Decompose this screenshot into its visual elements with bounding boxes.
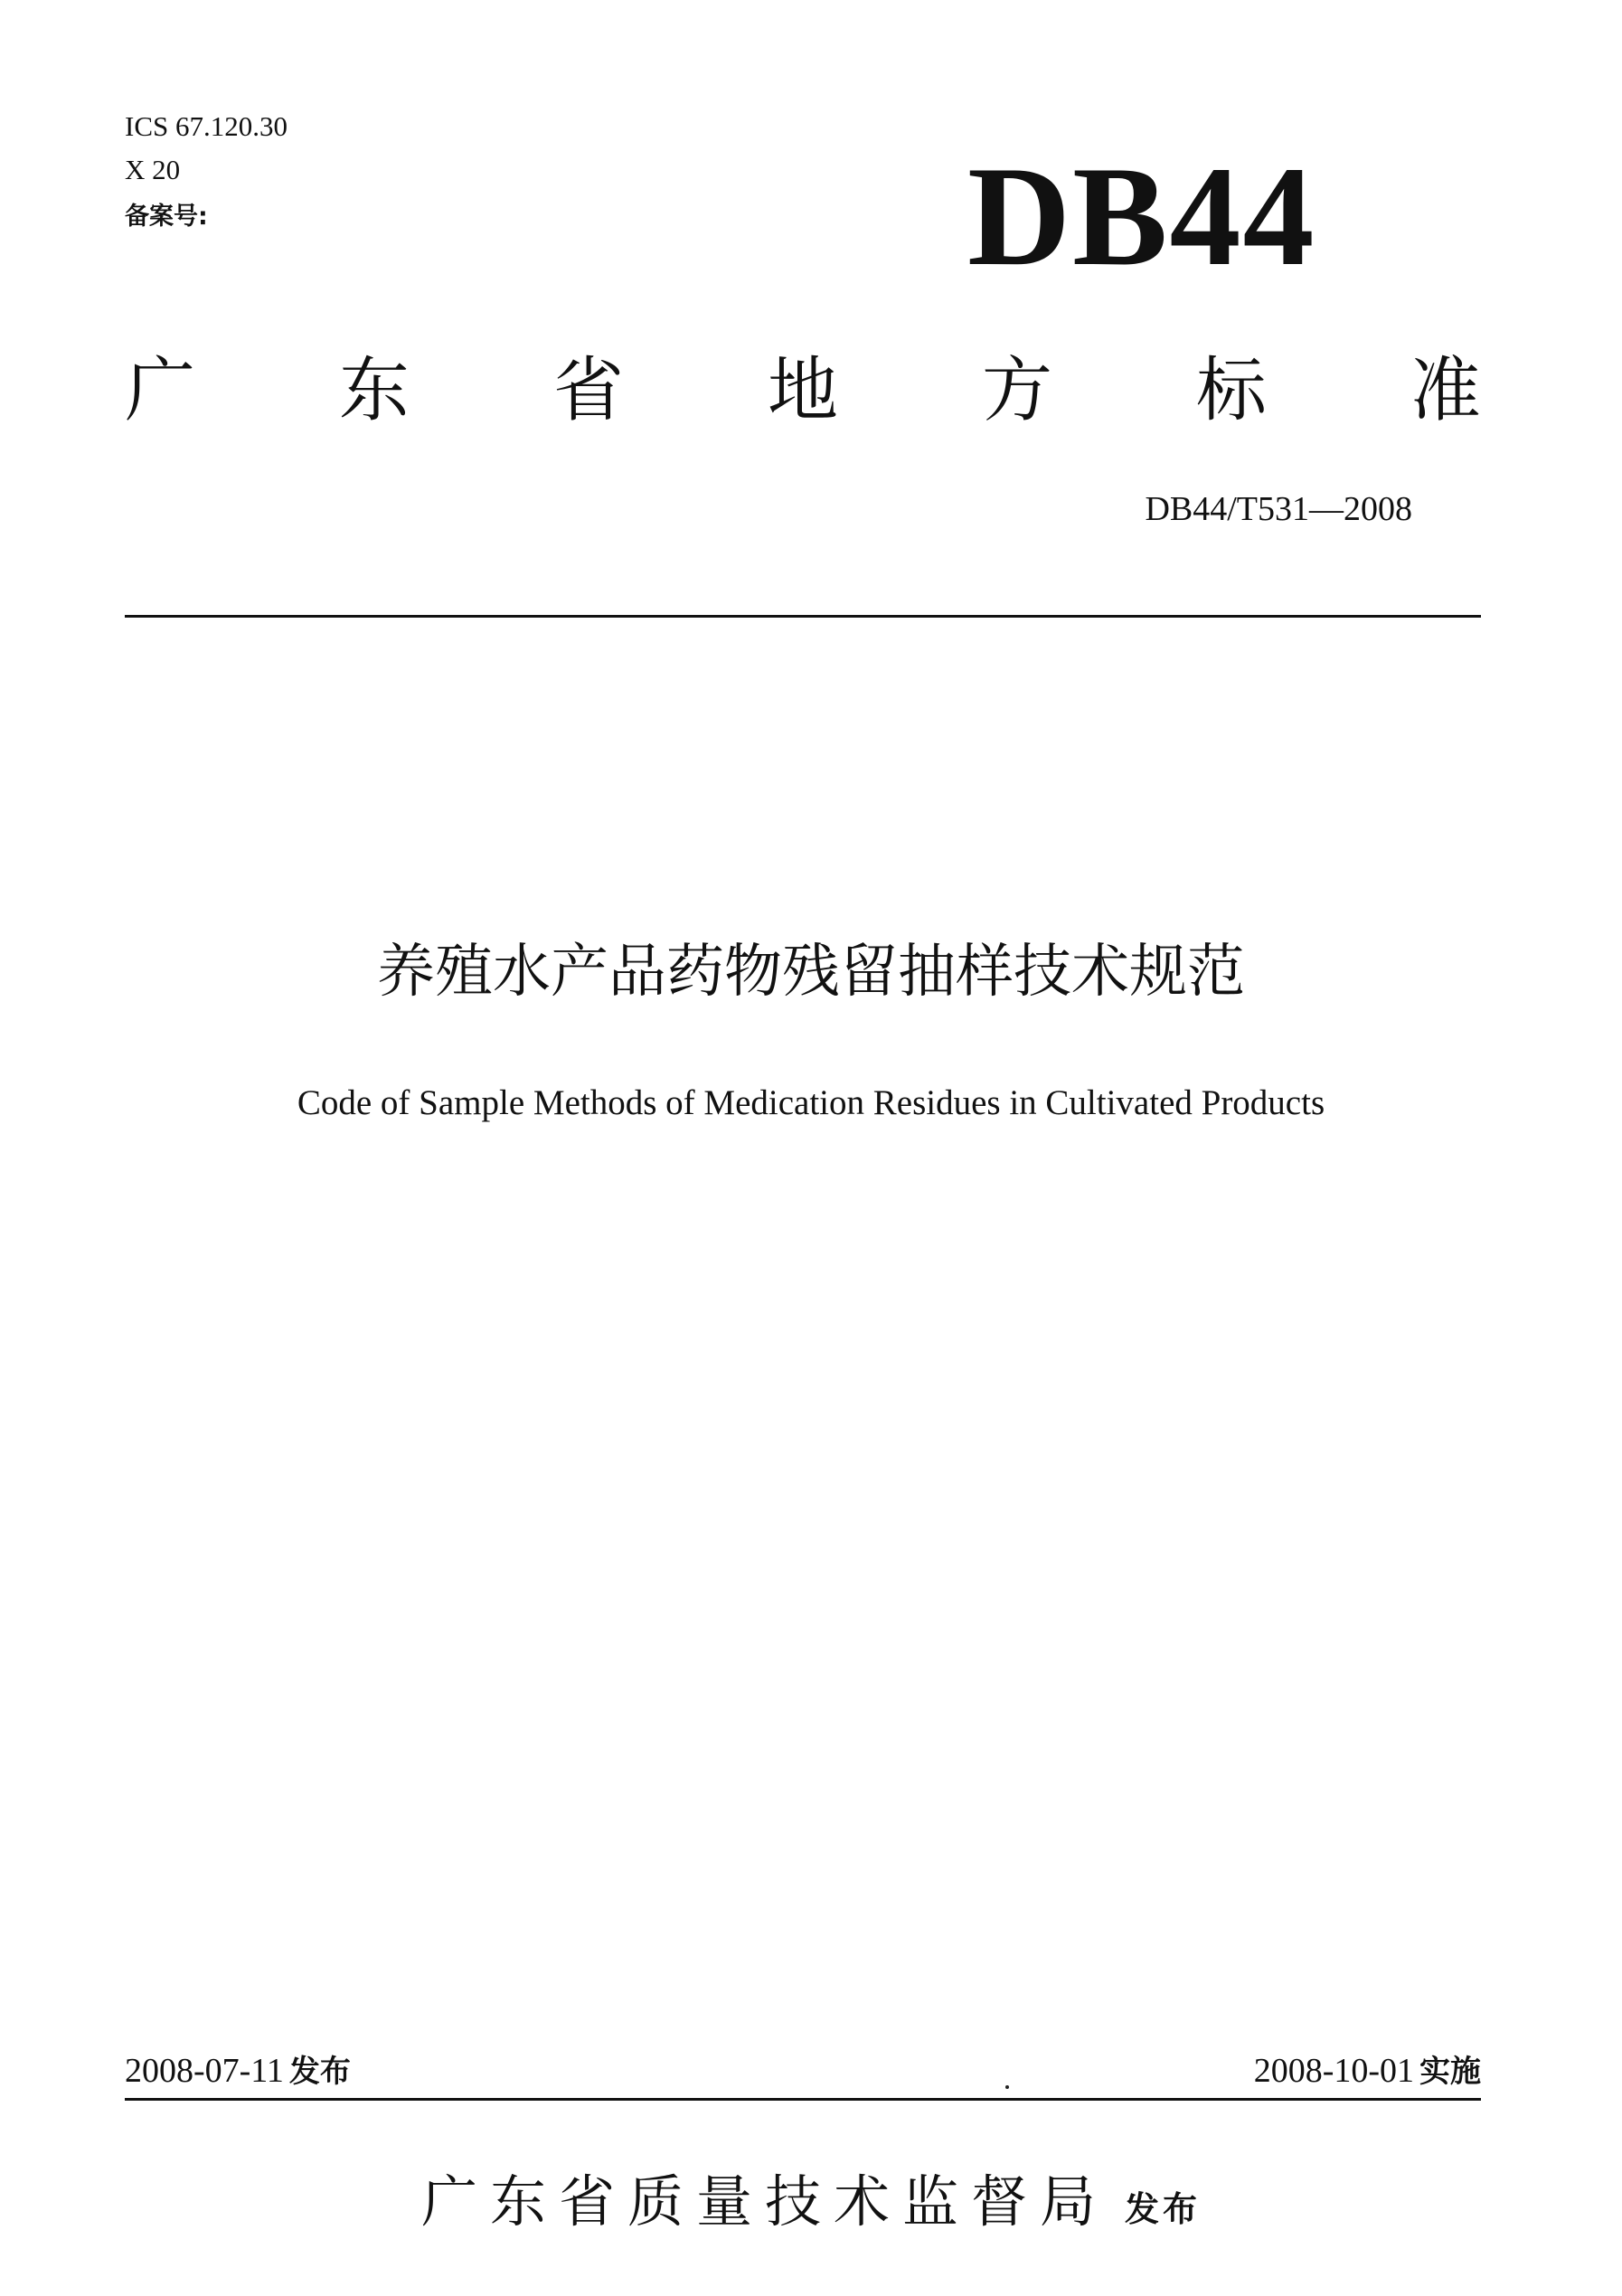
record-number-label: 备案号:	[125, 203, 208, 231]
scan-dot	[1005, 2085, 1009, 2089]
class-code: X 20	[125, 154, 181, 185]
ics-code: ICS 67.120.30	[125, 110, 288, 142]
header-divider	[125, 615, 1481, 618]
standard-type-char: 省	[552, 350, 624, 431]
publish-label: 发布	[288, 2054, 351, 2090]
implement-date-line	[1254, 2048, 1481, 2093]
document-title-english: Code of Sample Methods of Medication Residues in Cultivated Products	[297, 1083, 1325, 1122]
db44-logo: DB44	[967, 137, 1316, 296]
standard-number: DB44/T531—2008	[1145, 490, 1412, 528]
standard-type-char: 地	[767, 350, 838, 431]
publish-date: 2008-07-11	[125, 2052, 284, 2090]
standard-type-char: 准	[1410, 350, 1481, 431]
standard-type-char: 方	[981, 350, 1052, 431]
publish-date-line	[125, 2048, 351, 2093]
issuer-name: 广东省质量技术监督局	[420, 2168, 1108, 2235]
issuer-line	[0, 2166, 1622, 2238]
implement-date: 2008-10-01	[1253, 2052, 1414, 2090]
implement-label: 实施	[1419, 2054, 1481, 2090]
standard-type-char: 广	[125, 350, 196, 431]
standard-type-heading	[125, 335, 1481, 434]
standard-type-char: 东	[338, 350, 410, 431]
document-title-chinese: 养殖水产品药物残留抽样技术规范	[377, 939, 1245, 1006]
issuer-suffix: 发布	[1125, 2189, 1202, 2229]
standard-type-char: 标	[1195, 350, 1267, 431]
footer-divider	[125, 2098, 1481, 2101]
